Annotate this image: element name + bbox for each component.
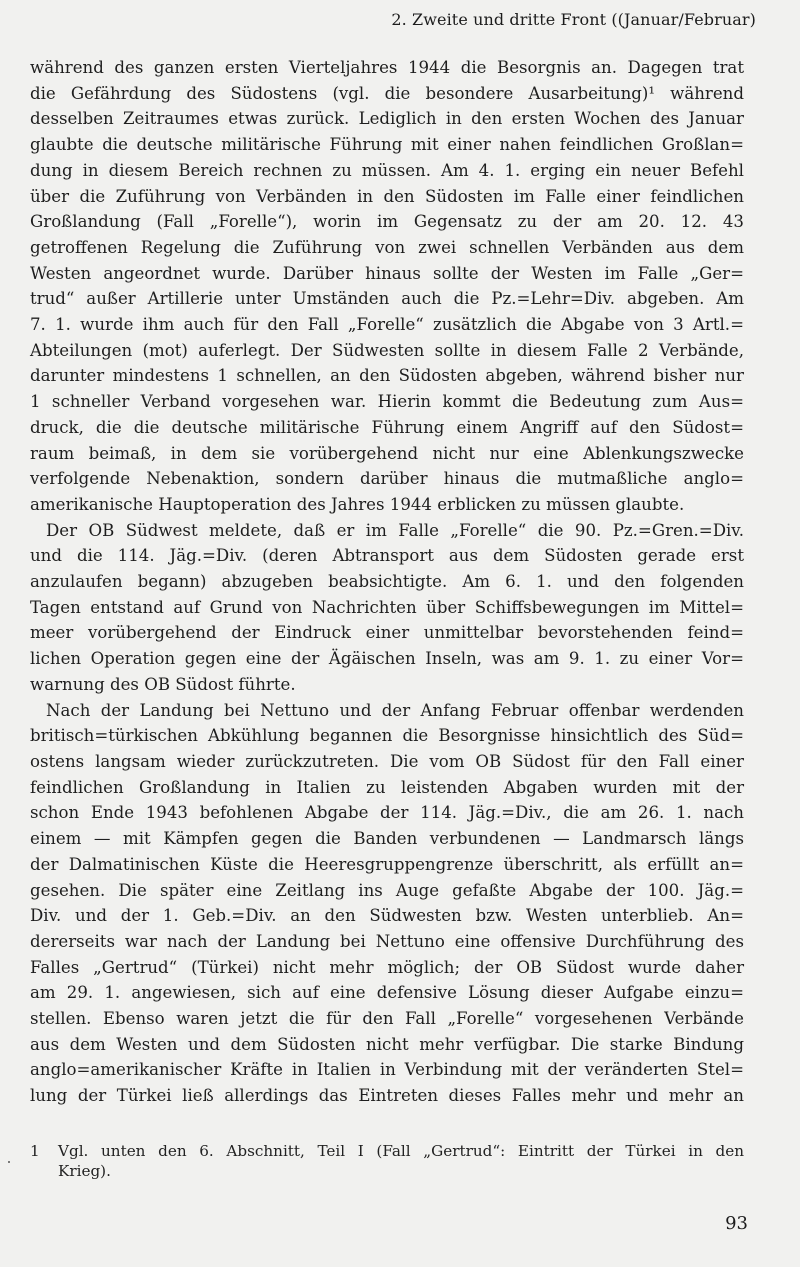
paragraph-3 <box>30 698 744 1109</box>
text-line: getroffenen Regelung die Zuführung von zwei schnellen Verbänden aus dem <box>30 237 744 257</box>
text-line: stellen. Ebenso waren jetzt die für den Fall „Forelle“ vorgesehenen Verbände <box>30 1009 744 1029</box>
text-line: Der OB Südwest meldete, daß er im Falle „Forelle“ die 90. Pz.=Gren.=Div. <box>46 520 744 540</box>
text-line: der Dalmatinischen Küste die Heeresgruppengrenze überschritt, als erfüllt an= <box>30 854 744 874</box>
text-line: einem — mit Kämpfen gegen die Banden verbundenen — Landmarsch längs <box>30 829 744 849</box>
text-line: meer vorübergehend der Eindruck einer unmittelbar bevorstehenden feind= <box>30 623 744 643</box>
text-line: Tagen entstand auf Grund von Nachrichten über Schiffsbewegungen im Mittel= <box>30 597 744 617</box>
running-head: 2. Zweite und dritte Front ((Januar/Februar) <box>391 10 756 29</box>
text-line: anglo=amerikanischer Kräfte in Italien in Verbindung mit der veränderten Stel= <box>30 1060 744 1080</box>
text-line: verfolgende Nebenaktion, sondern darüber hinaus die mutmaßliche anglo= <box>30 469 744 489</box>
text-line: darunter mindestens 1 schnellen, an den Südosten abgeben, während bisher nur <box>30 366 744 386</box>
footnote-text <box>58 1141 744 1181</box>
text-line: während des ganzen ersten Vierteljahres 1944 die Besorgnis an. Dagegen trat <box>30 58 744 77</box>
text-line: Falles „Gertrud“ (Türkei) nicht mehr möglich; der OB Südost wurde daher <box>30 957 744 977</box>
text-line: amerikanische Hauptoperation des Jahres 1944 erblicken zu müssen glaubte. <box>30 494 685 514</box>
footnote-line: Krieg). <box>58 1162 111 1180</box>
text-line: am 29. 1. angewiesen, sich auf eine defensive Lösung dieser Aufgabe einzu= <box>30 983 744 1003</box>
text-line: feindlichen Großlandung in Italien zu leistenden Abgaben wurden mit der <box>30 777 744 797</box>
text-line: Nach der Landung bei Nettuno und der Anfang Februar offenbar werdenden <box>46 700 744 720</box>
text-line: desselben Zeitraumes etwas zurück. Lediglich in den ersten Wochen des Januar <box>30 109 744 129</box>
text-line: über die Zuführung von Verbänden in den Südosten im Falle einer feindlichen <box>30 186 744 206</box>
text-line: lung der Türkei ließ allerdings das Eintreten dieses Falles mehr und mehr an <box>30 1086 744 1106</box>
text-line: und die 114. Jäg.=Div. (deren Abtransport aus dem Südosten gerade erst <box>30 546 744 566</box>
text-line: gesehen. Die später eine Zeitlang ins Auge gefaßte Abgabe der 100. Jäg.= <box>30 880 744 900</box>
text-line: anzulaufen begann) abzugeben beabsichtigte. Am 6. 1. und den folgenden <box>30 572 744 592</box>
text-line: raum beimaß, in dem sie vorübergehend nicht nur eine Ablenkungszwecke <box>30 443 744 463</box>
text-line: britisch=türkischen Abkühlung begannen die Besorgnisse hinsichtlich des Süd= <box>30 726 744 746</box>
text-line: dung in diesem Bereich rechnen zu müssen. Am 4. 1. erging ein neuer Befehl <box>30 160 744 180</box>
text-line: die Gefährdung des Südostens (vgl. die besondere Ausarbeitung)¹ während <box>30 83 744 103</box>
scan-speck <box>8 1161 10 1163</box>
footnote <box>30 1141 744 1181</box>
paragraph-2 <box>30 518 744 698</box>
text-line: Abteilungen (mot) auferlegt. Der Südwesten sollte in diesem Falle 2 Verbände, <box>30 340 744 360</box>
page-number: 93 <box>725 1213 748 1234</box>
text-line: schon Ende 1943 befohlenen Abgabe der 114. Jäg.=Div., die am 26. 1. nach <box>30 803 744 823</box>
footnote-marker: 1 <box>30 1142 40 1160</box>
body-text <box>30 55 744 1109</box>
text-line: 1 schneller Verband vorgesehen war. Hierin kommt die Bedeutung zum Aus= <box>30 392 744 412</box>
text-line: 7. 1. wurde ihm auch für den Fall „Forelle“ zusätzlich die Abgabe von 3 Artl.= <box>30 315 744 335</box>
text-line: aus dem Westen und dem Südosten nicht mehr verfügbar. Die starke Bindung <box>30 1034 744 1054</box>
text-line: trud“ außer Artillerie unter Umständen auch die Pz.=Lehr=Div. abgeben. Am <box>30 289 744 309</box>
text-line: druck, die die deutsche militärische Führung einem Angriff auf den Südost= <box>30 417 744 437</box>
text-line: lichen Operation gegen eine der Ägäischen Inseln, was am 9. 1. zu einer Vor= <box>30 649 744 669</box>
text-line: ostens langsam wieder zurückzutreten. Die vom OB Südost für den Fall einer <box>30 751 744 771</box>
text-line: warnung des OB Südost führte. <box>30 674 296 694</box>
text-line: Westen angeordnet wurde. Darüber hinaus sollte der Westen im Falle „Ger= <box>30 263 744 283</box>
paragraph-1 <box>30 55 744 518</box>
text-line: dererseits war nach der Landung bei Nettuno eine offensive Durchführung des <box>30 931 744 951</box>
text-line: Div. und der 1. Geb.=Div. an den Südwesten bzw. Westen unterblieb. An= <box>30 906 744 926</box>
footnote-line: Vgl. unten den 6. Abschnitt, Teil I (Fall „Gertrud“: Eintritt der Türkei in den <box>58 1142 744 1160</box>
text-line: Großlandung (Fall „Forelle“), worin im Gegensatz zu der am 20. 12. 43 <box>30 212 744 232</box>
text-line: glaubte die deutsche militärische Führung mit einer nahen feindlichen Großlan= <box>30 135 744 155</box>
